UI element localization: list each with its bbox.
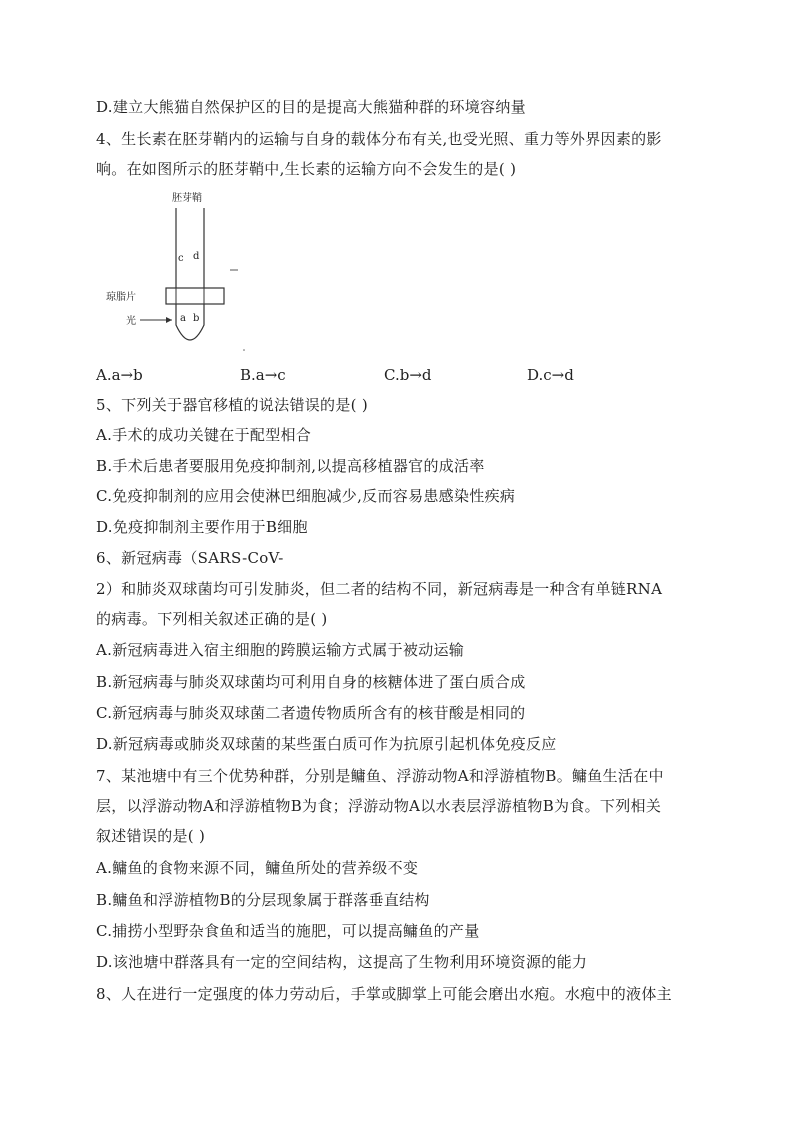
question-6-stem: 6、新冠病毒（SARS-CoV- [96, 549, 284, 567]
option-line: A.新冠病毒进入宿主细胞的跨膜运输方式属于被动运输 [96, 641, 465, 659]
question-6-stem: 2）和肺炎双球菌均可引发肺炎，但二者的结构不同，新冠病毒是一种含有单链RNA [96, 580, 663, 598]
option-c: C.b→d [384, 366, 432, 384]
question-5-stem: 5、下列关于器官移植的说法错误的是( ) [96, 396, 369, 414]
light-label: 光 [126, 316, 136, 327]
option-line: C.捕捞小型野杂食鱼和适当的施肥，可以提高鳙鱼的产量 [96, 922, 480, 940]
question-7-stem: 层，以浮游动物A和浮游植物B为食；浮游动物A以水表层浮游植物B为食。下列相关 [96, 797, 662, 815]
option-line: A.手术的成功关键在于配型相合 [96, 426, 312, 444]
option-a: A.a→b [96, 366, 143, 384]
coleoptile-figure [104, 190, 264, 360]
agar-label: 琼脂片 [106, 292, 136, 303]
question-7-stem: 7、某池塘中有三个优势种群，分别是鳙鱼、浮游动物A和浮游植物B。鳙鱼生活在中 [96, 767, 664, 785]
option-line: D.新冠病毒或肺炎双球菌的某些蛋白质可作为抗原引起机体免疫反应 [96, 735, 557, 753]
text-line: D.建立大熊猫自然保护区的目的是提高大熊猫种群的环境容纳量 [96, 98, 526, 116]
option-line: B.鳙鱼和浮游植物B的分层现象属于群落垂直结构 [96, 891, 430, 909]
option-line: D.该池塘中群落具有一定的空间结构，这提高了生物利用环境资源的能力 [96, 953, 588, 971]
option-line: C.免疫抑制剂的应用会使淋巴细胞减少,反而容易患感染性疾病 [96, 487, 516, 505]
option-line: A.鳙鱼的食物来源不同，鳙鱼所处的营养级不变 [96, 859, 419, 877]
option-line: B.新冠病毒与肺炎双球菌均可利用自身的核糖体进了蛋白质合成 [96, 673, 526, 691]
question-4-stem: 响。在如图所示的胚芽鞘中,生长素的运输方向不会发生的是( ) [96, 160, 517, 178]
option-line: C.新冠病毒与肺炎双球菌二者遗传物质所含有的核苷酸是相同的 [96, 704, 526, 722]
question-7-stem: 叙述错误的是( ) [96, 827, 206, 845]
label-a: a [180, 313, 186, 324]
label-c: c [178, 253, 184, 264]
figure-title: 胚芽鞘 [172, 193, 202, 204]
option-line: B.手术后患者要服用免疫抑制剂,以提高移植器官的成活率 [96, 457, 485, 475]
option-line: D.免疫抑制剂主要作用于B细胞 [96, 518, 308, 536]
question-8-stem: 8、人在进行一定强度的体力劳动后，手掌或脚掌上可能会磨出水疱。水疱中的液体主 [96, 985, 672, 1003]
label-d: d [193, 251, 200, 262]
question-6-stem: 的病毒。下列相关叙述正确的是( ) [96, 610, 328, 628]
option-d: D.c→d [527, 366, 574, 384]
option-b: B.a→c [240, 366, 286, 384]
question-4-stem: 4、生长素在胚芽鞘内的运输与自身的载体分布有关,也受光照、重力等外界因素的影 [96, 130, 662, 148]
label-b: b [193, 313, 200, 324]
